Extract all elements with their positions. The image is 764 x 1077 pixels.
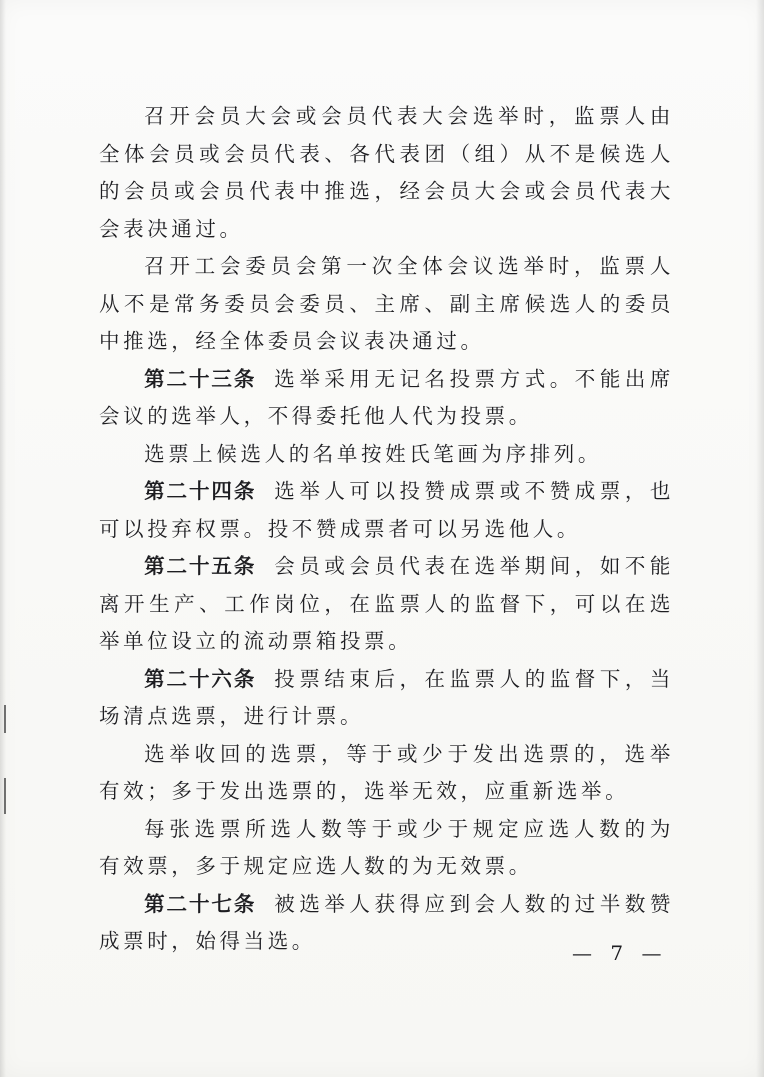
article-paragraph <box>99 661 674 736</box>
article-paragraph <box>99 361 674 436</box>
text-line: 每张选票所选人数等于或少于规定应选人数的为有效 <box>99 816 674 878</box>
document-body <box>99 98 674 961</box>
text-line: 代表中推选，经会员大会或会员代表大会表决通过。 <box>99 179 674 241</box>
text-line: 常务委员会委员、主席、副主席候选人的委员中推选，经全 <box>99 291 674 353</box>
text-line: 选票上候选人的名单按姓氏笔画为序排列。 <box>144 441 602 466</box>
article-paragraph <box>99 473 674 548</box>
article-number: 第二十七条 <box>144 891 257 916</box>
binding-mark <box>4 705 6 733</box>
binding-mark <box>4 778 6 814</box>
text-line: 的选举人，不得委托他人代为投票。 <box>147 404 533 428</box>
body-paragraph <box>99 98 674 248</box>
text-line: 选举人可以投赞成票或不赞成票，也可以 <box>99 479 674 541</box>
text-line: 召开工会委员会第一次全体会议选举时，监票人从不是 <box>99 254 674 316</box>
text-line: 的流动票箱投票。 <box>219 629 413 653</box>
body-paragraph <box>99 811 674 886</box>
text-line: 被选举人获得应到会人数的过半数赞成票 <box>99 891 674 953</box>
text-line: 多于发出选票的，选举无效，应重新选举。 <box>171 779 630 803</box>
body-paragraph <box>99 436 674 474</box>
text-line: 生产、工作岗位，在监票人的监督下，可以在选举单位设立 <box>99 591 674 653</box>
text-line: 点选票，进行计票。 <box>147 704 365 728</box>
text-line: 体委员会议表决通过。 <box>243 329 485 353</box>
text-line: 时，始得当选。 <box>147 929 316 953</box>
text-line: 投票结束后，在监票人的监督下，当场清 <box>99 666 674 728</box>
article-number: 第二十六条 <box>144 666 257 691</box>
article-number: 第二十五条 <box>144 554 257 578</box>
page-right-edge-shadow <box>756 0 764 1077</box>
text-line: 票，多于规定应选人数的为无效票。 <box>147 854 533 878</box>
page-number: — 7 — <box>572 941 668 965</box>
text-line: 投弃权票。投不赞成票者可以另选他人。 <box>147 516 582 541</box>
text-line: 员或会员代表、各代表团（组）从不是候选人的会员或会员 <box>99 141 674 203</box>
text-line: 召开会员大会或会员代表大会选举时，监票人由全体会 <box>99 104 674 166</box>
text-line: 选举采用无记名投票方式。不能出席会议 <box>99 366 674 428</box>
article-number: 第二十四条 <box>144 479 257 503</box>
body-paragraph <box>99 736 674 811</box>
article-paragraph <box>99 548 674 661</box>
text-line: 选举收回的选票，等于或少于发出选票的，选举有效； <box>99 741 674 803</box>
article-number: 第二十三条 <box>144 366 257 391</box>
page-left-edge-shadow <box>0 0 6 1077</box>
body-paragraph <box>99 248 674 361</box>
text-line: 会员或会员代表在选举期间，如不能离开 <box>99 554 674 616</box>
